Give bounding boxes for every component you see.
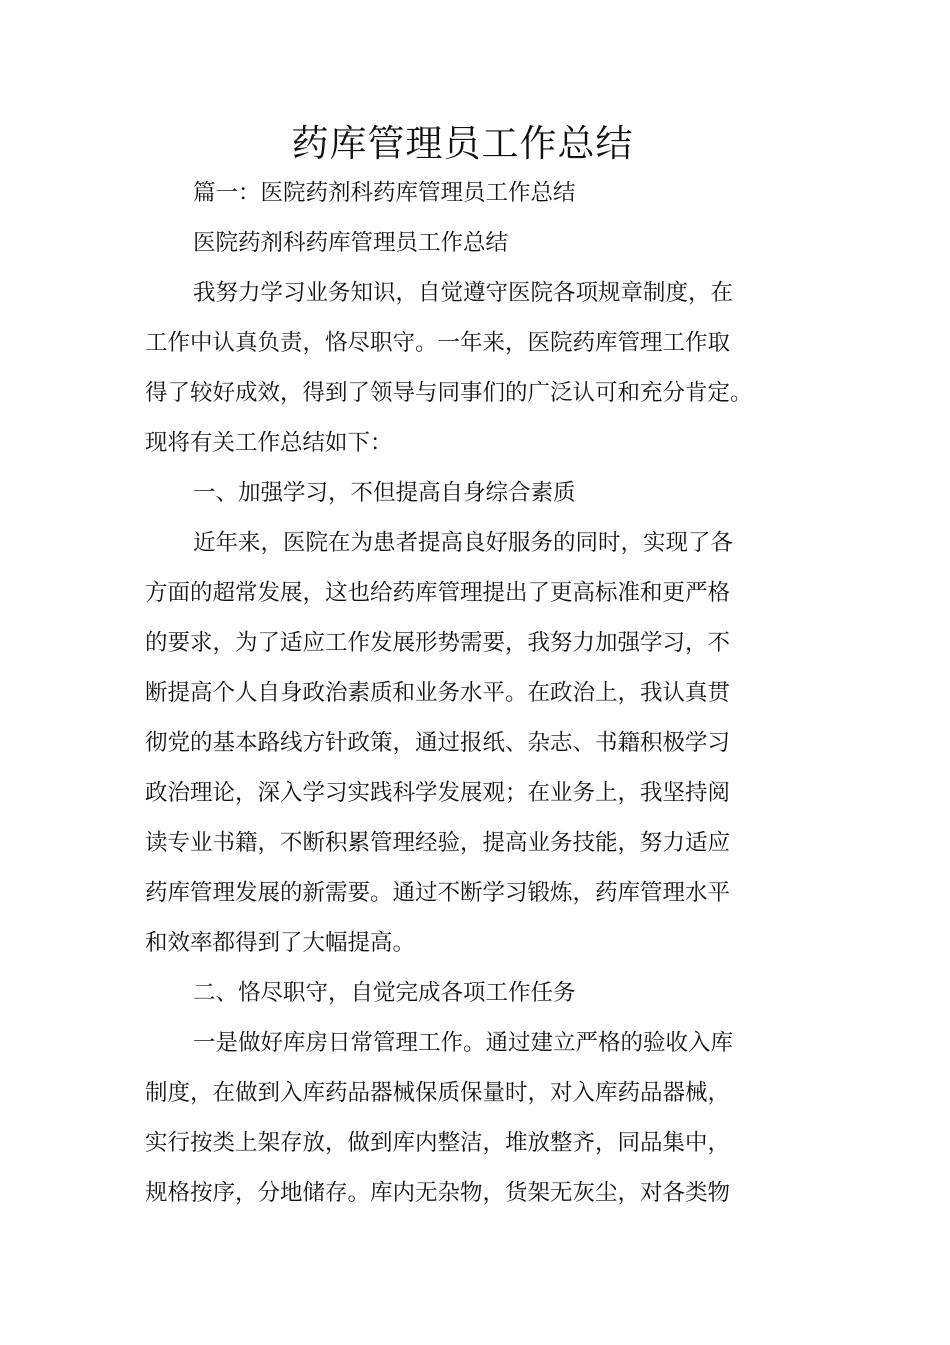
paragraph-line: 现将有关工作总结如下：	[145, 430, 393, 456]
paragraph-line: 工作中认真负责，恪尽职守。一年来，医院药库管理工作取	[145, 330, 731, 356]
paragraph-line: 方面的超常发展，这也给药库管理提出了更高标准和更严格	[145, 580, 731, 606]
paragraph-line: 的要求，为了适应工作发展形势需要，我努力加强学习，不	[145, 630, 731, 656]
section-heading-part-one: 篇一：医院药剂科药库管理员工作总结	[193, 180, 576, 206]
paragraph-line: 规格按序，分地储存。库内无杂物，货架无灰尘，对各类物	[145, 1180, 731, 1206]
section-heading-one: 一、加强学习，不但提高自身综合素质	[193, 480, 576, 506]
paragraph-line: 得了较好成效，得到了领导与同事们的广泛认可和充分肯定。	[145, 380, 753, 406]
paragraph-line: 制度，在做到入库药品器械保质保量时，对入库药品器械，	[145, 1080, 731, 1106]
section-heading-two: 二、恪尽职守，自觉完成各项工作任务	[193, 980, 576, 1006]
paragraph-line: 政治理论，深入学习实践科学发展观；在业务上，我坚持阅	[145, 780, 731, 806]
document-title: 药库管理员工作总结	[291, 122, 634, 165]
subtitle: 医院药剂科药库管理员工作总结	[193, 230, 509, 256]
paragraph-line: 我努力学习业务知识，自觉遵守医院各项规章制度，在	[193, 280, 734, 306]
paragraph-line: 近年来，医院在为患者提高良好服务的同时，实现了各	[193, 530, 734, 556]
paragraph-line: 彻党的基本路线方针政策，通过报纸、杂志、书籍积极学习	[145, 730, 731, 756]
paragraph-line: 读专业书籍，不断积累管理经验，提高业务技能，努力适应	[145, 830, 731, 856]
paragraph-line: 药库管理发展的新需要。通过不断学习锻炼，药库管理水平	[145, 880, 731, 906]
paragraph-line: 一是做好库房日常管理工作。通过建立严格的验收入库	[193, 1030, 734, 1056]
paragraph-line: 和效率都得到了大幅提高。	[145, 930, 416, 956]
paragraph-line: 实行按类上架存放，做到库内整洁，堆放整齐，同品集中，	[145, 1130, 731, 1156]
paragraph-line: 断提高个人自身政治素质和业务水平。在政治上，我认真贯	[145, 680, 731, 706]
